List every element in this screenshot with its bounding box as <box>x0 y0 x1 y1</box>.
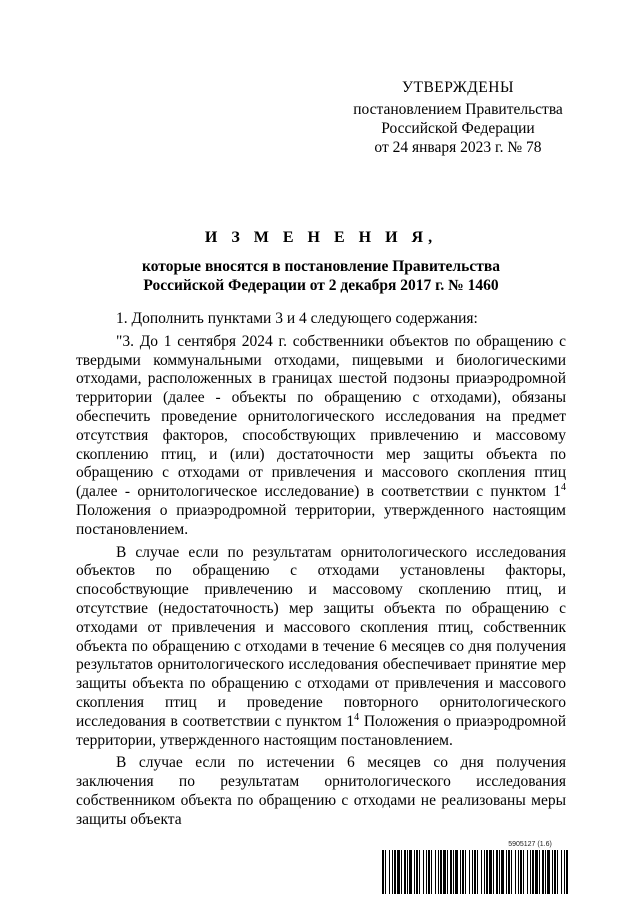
paragraph-2-superscript: 4 <box>561 482 566 494</box>
paragraph-2-text: "3. До 1 сентября 2024 г. собственники объектов по обращению с твердыми коммунальными отходами, пищевыми и биологическими отходами, расположенных в границах шестой подзоны приаэродромной территории (далее - объекты по обращению с отходами), обязаны обеспечить проведение орнитологического исследования на предмет отсутствия факторов, способствующих привлечению и массовому скоплению птиц, и (или) достаточности мер защиты объекта по обращению с отходами от привлечения и массового скопления птиц (далее - орнитологическое исследование) в соответствии с пунктом 1 <box>76 332 566 501</box>
document-subtitle-line-1: которые вносятся в постановление Правительства <box>142 258 500 275</box>
paragraph-2-text-end: Положения о приаэродромной территории, утвержденного настоящим постановлением. <box>76 501 566 538</box>
paragraph-3-superscript: 4 <box>354 711 360 723</box>
document-code: 5905127 (1.6) <box>508 841 552 848</box>
paragraph-2 <box>76 333 566 540</box>
paragraph-3-text: В случае если по результатам орнитологического исследования объектов по обращению с отходами установлены факторы, способствующие привлечению и массовому скоплению птиц, и отсутствие (недостаточность) мер защиты объекта по обращению с отходами от привлечения и массового скопления птиц, собственник объекта по обращению с отходами в течение 6 месяцев со дня получения результатов орнитологического исследования обеспечивает принятие мер защиты объекта по обращению с отходами от привлечения и массового скопления птиц и проведение повторного орнитологического исследования в соответствии с пунктом 1 <box>76 543 566 730</box>
paragraph-3-text-end: Положения о приаэродромной территории, утвержденного настоящим постановлением. <box>76 712 566 749</box>
approval-line-2: Российской Федерации <box>381 120 535 137</box>
barcode-image <box>382 850 568 894</box>
paragraph-4: В случае если по истечении 6 месяцев со дня получения заключения по результатам орнитологического исследования собственником объекта по обращению с отходами не реализованы меры защиты объекта <box>76 754 566 828</box>
approval-block <box>340 78 576 157</box>
paragraph-3 <box>76 544 566 751</box>
document-title-block <box>76 228 566 295</box>
document-subtitle-line-2: Российской Федерации от 2 декабря 2017 г. № 1460 <box>143 277 499 294</box>
approval-line-1: постановлением Правительства <box>353 101 563 118</box>
document-title: И З М Е Н Е Н И Я, <box>204 229 438 246</box>
document-body <box>76 310 566 830</box>
paragraph-1: 1. Дополнить пунктами 3 и 4 следующего содержания: <box>116 310 478 327</box>
approval-heading: УТВЕРЖДЕНЫ <box>402 79 514 96</box>
approval-line-3: от 24 января 2023 г. № 78 <box>374 139 542 156</box>
